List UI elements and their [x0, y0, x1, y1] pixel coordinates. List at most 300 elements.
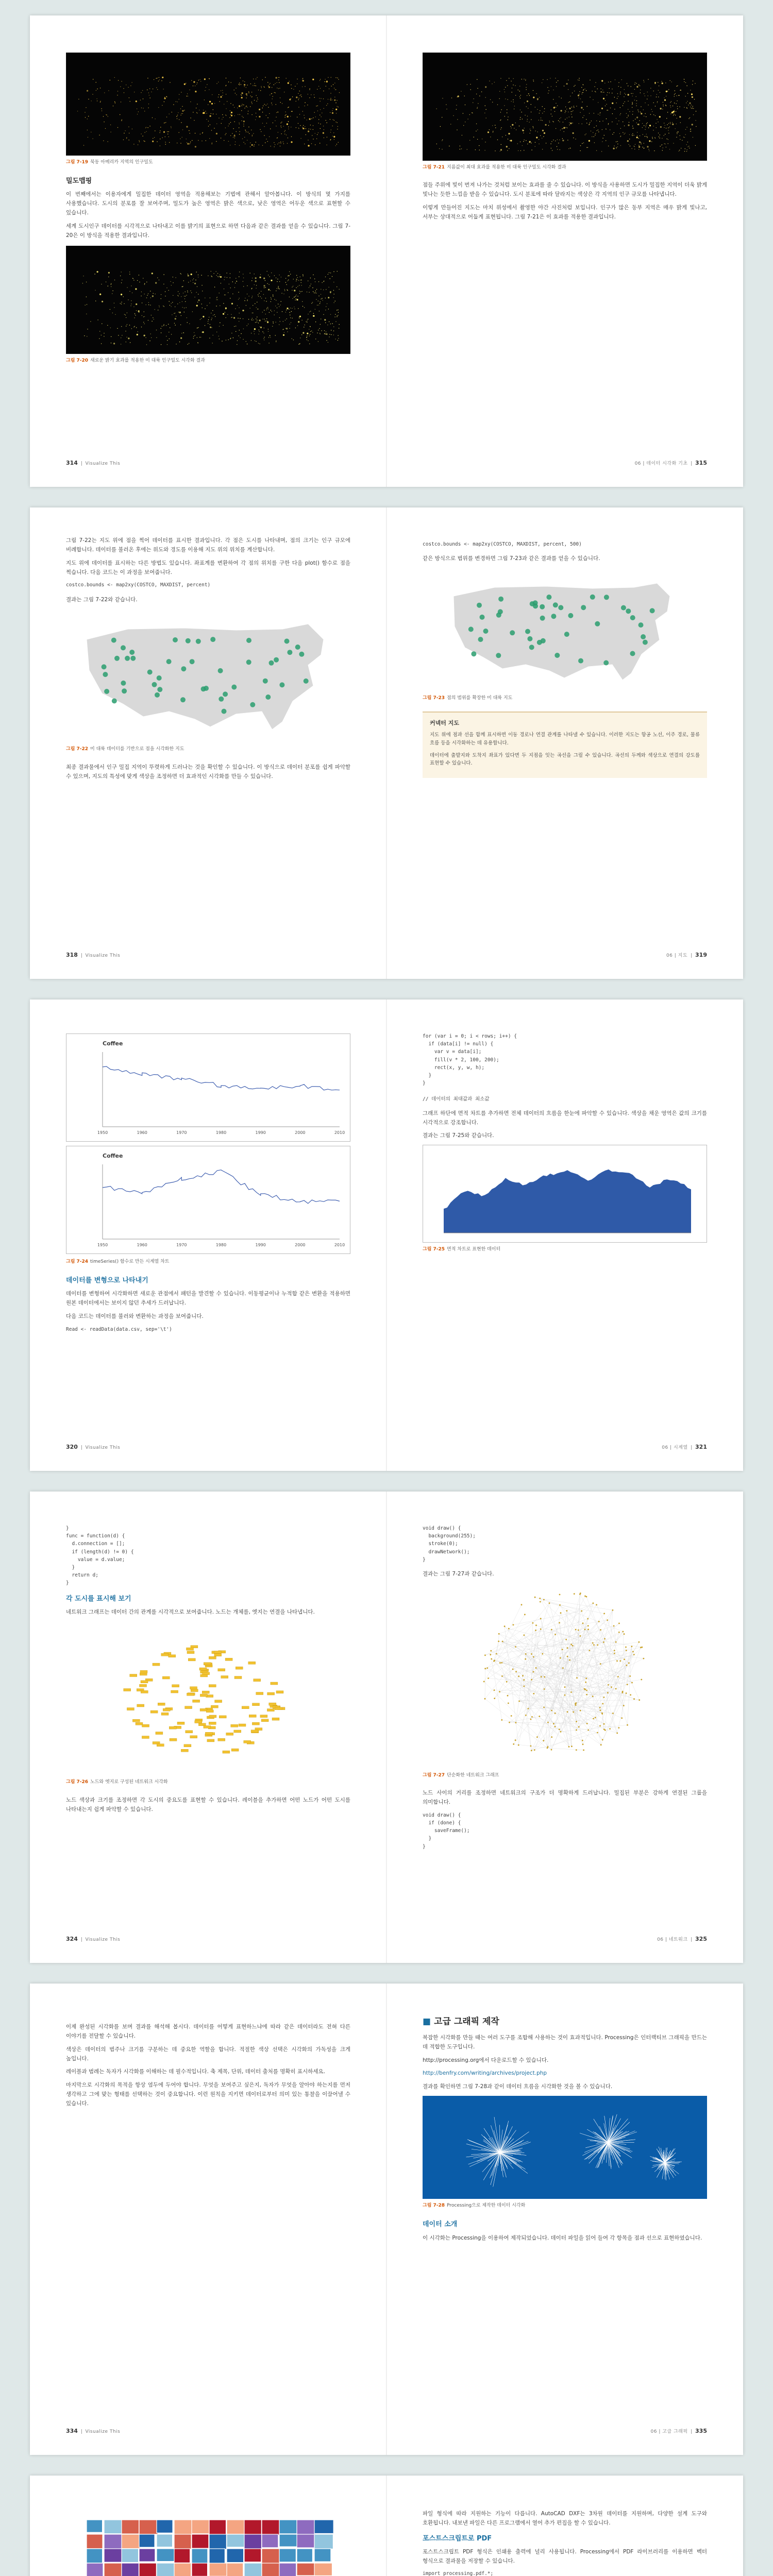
network-node [490, 1654, 491, 1655]
light-point [269, 113, 270, 114]
page-number: 318 [66, 952, 78, 959]
light-point [608, 124, 609, 125]
light-point [173, 104, 174, 105]
state-region [139, 2549, 155, 2562]
city-dot [304, 679, 309, 684]
state-region [227, 2563, 243, 2576]
state-region [87, 2534, 103, 2549]
network-node [593, 1718, 594, 1719]
network-node [598, 1621, 600, 1622]
light-point [325, 297, 326, 298]
light-point [191, 292, 192, 293]
light-point [288, 275, 289, 276]
light-point [274, 310, 275, 311]
network-node [530, 1718, 532, 1720]
light-point [659, 116, 661, 117]
state-region [139, 2534, 155, 2547]
network-node [501, 1662, 502, 1664]
network-graph-figure [423, 1583, 707, 1769]
state-region [174, 2549, 190, 2563]
city-dot [626, 608, 631, 614]
light-point [199, 79, 200, 80]
light-point [280, 102, 281, 103]
light-point [230, 287, 231, 288]
light-point [267, 141, 268, 142]
light-point [320, 109, 321, 110]
light-point [234, 115, 235, 116]
light-point [175, 277, 176, 278]
light-point [258, 333, 259, 334]
light-point [262, 79, 263, 80]
light-point [203, 112, 204, 114]
light-point [157, 277, 158, 278]
light-point [104, 92, 105, 93]
light-point [197, 342, 198, 343]
city-dot [595, 621, 600, 626]
light-point [337, 122, 338, 123]
network-node [541, 1676, 542, 1677]
light-point [243, 142, 244, 143]
burst-line [608, 2131, 621, 2142]
network-node [142, 1725, 149, 1727]
light-point [186, 307, 187, 308]
figure-caption [423, 1772, 707, 1780]
light-point [246, 93, 247, 95]
city-dot [204, 686, 209, 691]
light-point [251, 114, 252, 115]
light-point [260, 90, 261, 91]
light-point [314, 112, 315, 113]
light-point [287, 143, 288, 144]
network-node [521, 1604, 523, 1605]
light-point [143, 316, 144, 317]
network-node [623, 1631, 624, 1632]
network-node [493, 1660, 495, 1662]
network-node [140, 1685, 147, 1687]
network-node [209, 1722, 216, 1725]
network-node [140, 1671, 147, 1673]
light-point [522, 145, 523, 146]
light-point [251, 319, 252, 320]
network-node [525, 1715, 527, 1716]
network-node [581, 1610, 582, 1612]
caption-tag: 그림 7-21 [423, 165, 445, 170]
network-node [604, 1730, 606, 1731]
light-point [618, 82, 619, 83]
light-point [337, 315, 338, 316]
network-node [534, 1597, 536, 1598]
x-tick-label: 2010 [334, 1130, 345, 1135]
light-point [485, 97, 486, 98]
light-point [196, 112, 197, 113]
light-point [267, 307, 268, 308]
light-point [251, 287, 252, 288]
light-point [330, 291, 331, 293]
light-point [210, 115, 211, 117]
light-point [691, 93, 693, 95]
network-node [643, 1657, 645, 1659]
light-point [187, 290, 188, 291]
paragraph: 마지막으로 시각화의 목적을 항상 염두에 두어야 합니다. 무엇을 보여주고 싶은지, 독자가 무엇을 알아야 하는지를 먼저 생각하고 그에 맞는 형태를 선택하는 것이 중요합니다. 이런 원칙을 지키면 데이터로부터 의미 있는 통찰을 이끌어낼 수 있습니다. [66, 2082, 350, 2107]
network-node [626, 1665, 628, 1666]
network-edge [547, 1724, 604, 1748]
network-node [599, 1725, 601, 1726]
light-point [625, 94, 626, 95]
page-number: 325 [695, 1936, 707, 1943]
light-point [665, 82, 666, 83]
light-point [523, 141, 524, 142]
light-point [264, 87, 265, 88]
city-dot [483, 629, 489, 634]
city-dot [581, 605, 586, 610]
light-point [628, 94, 629, 95]
light-point [650, 88, 651, 89]
page-footer: 334 | Visualize This [66, 2428, 121, 2435]
light-point [668, 89, 669, 90]
city-dot [471, 651, 476, 656]
network-node [169, 1727, 176, 1730]
light-point [637, 124, 639, 125]
light-point [296, 96, 297, 98]
light-point [101, 108, 102, 109]
light-point [254, 284, 255, 285]
section-heading: 데이터를 변형으로 나타내기 [66, 1277, 148, 1285]
network-node [524, 1634, 525, 1636]
light-point [254, 144, 255, 145]
us-dot-map-svg-2 [423, 568, 706, 691]
light-point [451, 97, 452, 98]
area-chart [423, 1145, 707, 1243]
light-point [209, 101, 211, 103]
network-node [518, 1675, 519, 1677]
state-region [279, 2520, 297, 2534]
light-point [137, 334, 138, 335]
light-point [495, 127, 496, 128]
light-point [97, 319, 98, 320]
network-node [124, 1689, 131, 1691]
light-point [578, 97, 579, 98]
light-point [543, 136, 544, 137]
light-point [274, 275, 275, 276]
light-point [579, 91, 580, 92]
light-point [542, 130, 544, 131]
network-node [185, 1706, 192, 1709]
light-point [319, 328, 320, 329]
light-point [256, 116, 257, 117]
city-dot [621, 605, 626, 611]
network-edge [502, 1641, 567, 1648]
light-point [573, 132, 574, 134]
light-point [542, 120, 543, 121]
network-edge [561, 1650, 626, 1732]
city-dot [568, 613, 573, 618]
city-dot [553, 602, 558, 607]
network-node [499, 1691, 500, 1692]
network-node [586, 1693, 587, 1695]
network-edge [485, 1623, 559, 1655]
light-point [316, 289, 317, 290]
city-dot [114, 656, 120, 661]
light-point [587, 147, 588, 148]
choropleth-svg [66, 2510, 349, 2576]
light-point [520, 150, 521, 151]
light-point [289, 271, 290, 272]
network-node [511, 1715, 512, 1717]
page-334 [30, 1984, 386, 2455]
light-point [182, 307, 183, 308]
figure-caption [423, 2202, 707, 2210]
network-node [582, 1740, 583, 1741]
figure-caption [423, 1246, 707, 1253]
network-node [234, 1730, 241, 1733]
light-point [162, 77, 163, 78]
state-region [192, 2549, 208, 2564]
state-region [314, 2534, 333, 2549]
light-point [135, 288, 137, 290]
network-cluster-svg [66, 1621, 349, 1775]
page-number: 321 [695, 1444, 707, 1451]
light-point [209, 138, 210, 139]
network-node [204, 1726, 211, 1728]
network-edge [536, 1630, 552, 1750]
city-dot [551, 614, 556, 619]
network-node [127, 1708, 134, 1710]
url-link[interactable]: http://benfry.com/writing/archives/project.php [423, 2070, 547, 2077]
network-node [209, 1715, 216, 1718]
network-edge [548, 1603, 593, 1747]
state-region [122, 2534, 140, 2549]
light-point [660, 108, 662, 109]
city-dot [477, 603, 482, 608]
light-point [163, 324, 164, 325]
state-region [139, 2520, 158, 2534]
state-region [314, 2549, 331, 2562]
network-node [638, 1641, 640, 1643]
network-node [633, 1654, 635, 1655]
light-point [291, 141, 292, 143]
light-point [692, 124, 693, 125]
state-region [244, 2520, 261, 2535]
network-node [560, 1612, 562, 1614]
light-point [664, 99, 666, 101]
page-footer: 06 | 네트워크 | 325 [657, 1936, 707, 1943]
light-point [556, 86, 557, 87]
light-point [569, 108, 571, 109]
light-point [184, 83, 186, 85]
network-node [603, 1723, 605, 1725]
light-point [296, 299, 298, 300]
light-point [209, 337, 210, 338]
light-point [203, 331, 204, 333]
page-337 [386, 2476, 743, 2576]
network-node [587, 1618, 589, 1619]
light-point [285, 114, 286, 115]
state-region [209, 2520, 226, 2535]
light-point [230, 337, 231, 338]
network-node [506, 1681, 508, 1683]
light-point [208, 319, 209, 320]
light-point [660, 126, 662, 128]
burst-line [500, 2153, 502, 2171]
page-footer: 06 | 고급 그래픽 | 335 [650, 2428, 707, 2435]
light-point [222, 114, 223, 115]
light-point [201, 303, 202, 304]
light-point [533, 97, 534, 98]
network-node [534, 1749, 535, 1751]
state-region [262, 2520, 279, 2535]
network-edge [484, 1615, 525, 1682]
light-point [649, 125, 651, 126]
light-point [311, 118, 312, 119]
network-node [612, 1609, 614, 1611]
light-point [142, 135, 143, 136]
light-point [608, 123, 609, 124]
paragraph: 복잡한 시각화를 만들 때는 여러 도구를 조합해 사용하는 것이 효과적입니다. Processing은 인터랙티브 그래픽을 만드는 데 적합한 도구입니다. [423, 2034, 707, 2050]
network-node [231, 1725, 238, 1727]
light-point [193, 81, 195, 83]
light-point [257, 97, 258, 98]
network-node [225, 1658, 232, 1661]
light-point [276, 77, 277, 78]
light-point [554, 111, 555, 112]
light-point [91, 100, 92, 101]
x-tick-label: 1990 [255, 1243, 266, 1247]
state-region [104, 2563, 122, 2576]
network-node [484, 1668, 486, 1669]
light-point [626, 113, 627, 114]
network-node [551, 1749, 552, 1750]
light-point [566, 83, 568, 84]
light-point [211, 319, 212, 320]
light-point [286, 328, 288, 329]
network-node [156, 1732, 163, 1735]
sidebar-title: 커넥터 지도 [430, 720, 459, 727]
light-point [259, 276, 261, 278]
light-point [147, 127, 148, 128]
light-point [457, 119, 458, 120]
light-point [326, 105, 327, 106]
city-dot [299, 652, 304, 657]
network-node [181, 1750, 188, 1752]
state-region [209, 2534, 226, 2549]
sidebar-paragraph: 데이터에 출발지와 도착지 좌표가 있다면 두 지점을 잇는 곡선을 그릴 수 있습니다. 곡선의 두께와 색상으로 연결의 강도를 표현할 수 있습니다. [430, 752, 700, 767]
light-point [621, 79, 622, 80]
page-315 [386, 15, 743, 487]
network-node [223, 1751, 230, 1754]
network-node [509, 1721, 510, 1723]
light-point [99, 293, 101, 295]
light-point [294, 296, 295, 297]
network-edge [485, 1668, 572, 1746]
paragraph: 그래프 하단에 면적 차트를 추가하면 전체 데이터의 흐름을 한눈에 파악할 수 있습니다. 색상을 채운 영역은 값의 크기를 시각적으로 강조합니다. [423, 1110, 707, 1126]
section-heading: 각 도시를 표시해 보기 [66, 1595, 131, 1603]
light-point [190, 117, 191, 118]
network-edge [602, 1691, 623, 1714]
paragraph: http://processing.org에서 다운로드할 수 있습니다. [423, 2057, 549, 2063]
light-point [216, 331, 217, 332]
paragraph: 결과를 확인하면 그림 7-28과 같이 데이터 흐름을 시각화한 것을 볼 수 있습니다. [423, 2083, 613, 2090]
network-edge [577, 1594, 580, 1677]
network-node [623, 1705, 625, 1706]
light-point [284, 289, 285, 290]
x-tick-label: 1980 [215, 1243, 227, 1247]
network-node [536, 1736, 538, 1738]
light-point [301, 334, 302, 335]
network-node [576, 1677, 578, 1679]
state-region [87, 2563, 103, 2576]
network-node [593, 1644, 595, 1646]
light-point [287, 116, 289, 117]
light-point [325, 333, 326, 334]
state-region [157, 2520, 173, 2533]
network-node [603, 1697, 605, 1698]
network-node [515, 1739, 516, 1741]
city-dot [274, 657, 279, 663]
light-point [507, 99, 508, 100]
light-point [586, 147, 587, 148]
page-footer: 314 | Visualize This [66, 460, 121, 467]
network-node [544, 1688, 545, 1690]
state-region [262, 2534, 278, 2548]
city-dot [641, 634, 646, 639]
light-point [651, 141, 652, 142]
x-tick-label: 1960 [137, 1130, 147, 1135]
network-node [234, 1676, 242, 1679]
light-point [323, 281, 324, 282]
network-edge [576, 1705, 583, 1744]
light-point [559, 118, 560, 119]
light-point [126, 138, 127, 139]
light-point [693, 108, 694, 109]
network-node [560, 1731, 562, 1733]
page-314 [30, 15, 386, 487]
network-edge [613, 1691, 623, 1713]
light-point [254, 328, 256, 330]
spread-6 [30, 2476, 743, 2576]
light-point [680, 122, 681, 123]
light-point [180, 273, 181, 274]
area-fill [444, 1170, 691, 1233]
light-point [320, 333, 321, 334]
network-node [275, 1707, 282, 1710]
network-node [583, 1749, 584, 1751]
light-point [333, 330, 334, 331]
light-point [114, 77, 115, 78]
page-number: 335 [695, 2428, 707, 2435]
network-edge [491, 1639, 605, 1655]
light-point [237, 340, 238, 341]
network-node [501, 1675, 503, 1677]
city-dot [527, 636, 532, 641]
light-point [235, 144, 236, 145]
network-node [130, 1674, 137, 1677]
light-point [695, 120, 696, 121]
network-node [163, 1709, 170, 1711]
light-point [308, 145, 309, 146]
light-point [265, 105, 266, 106]
light-point [152, 273, 153, 274]
footer-text: 06 | 고급 그래픽 [650, 2429, 688, 2435]
city-dot [525, 629, 530, 634]
network-node [518, 1700, 520, 1702]
network-node [596, 1604, 597, 1605]
network-edge [485, 1629, 541, 1699]
state-region [227, 2534, 246, 2547]
light-point [221, 123, 222, 124]
light-point [159, 79, 160, 80]
light-point [646, 136, 647, 137]
light-point [191, 274, 192, 275]
